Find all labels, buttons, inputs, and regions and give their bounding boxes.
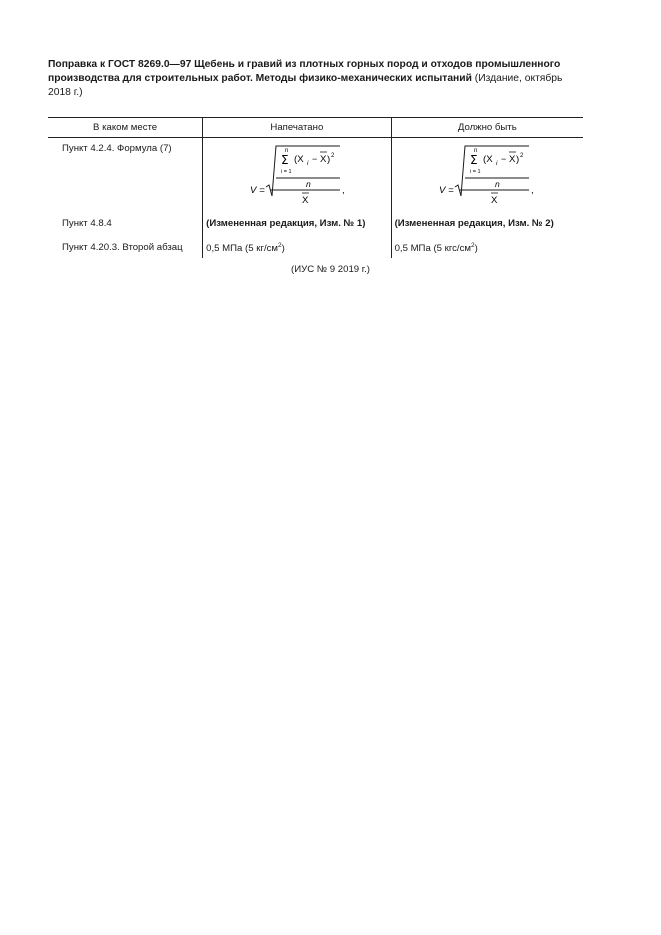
formula-upper: n — [473, 148, 477, 154]
table-header-row — [48, 118, 583, 138]
formula-sub: i — [495, 160, 498, 167]
printed-value: 0,5 МПа (5 кг/см — [206, 243, 278, 255]
formula-xbar: X — [508, 154, 515, 165]
cell-printed — [203, 237, 391, 258]
formula-den-xbar: X — [490, 195, 497, 206]
amendment-edition: (Издание, октябрь 2018 г.) — [48, 73, 563, 98]
formula-upper: n — [285, 148, 289, 154]
amendment-table — [48, 117, 583, 258]
formula-minus: − — [500, 154, 506, 164]
formula-term: (X — [482, 154, 493, 165]
formula-xbar: X — [320, 154, 327, 165]
formula-printed-svg — [206, 143, 386, 209]
ius-reference: (ИУС № 9 2019 г.) — [291, 264, 370, 275]
formula-comma: , — [342, 185, 345, 196]
cell-place: Пункт 4.20.3. Второй абзац — [62, 242, 183, 253]
amendment-title — [48, 58, 583, 100]
cell-printed: (Измененная редакция, Изм. № 1) — [203, 214, 391, 237]
column-header-correct: Должно быть — [391, 118, 583, 138]
table-row — [48, 214, 583, 237]
formula-minus: − — [312, 154, 318, 164]
formula-sum: Σ — [281, 153, 289, 167]
formula-rparen: ) — [327, 154, 331, 165]
formula-lower: i = 1 — [281, 169, 292, 175]
cell-correct: (Измененная редакция, Изм. № 2) — [391, 214, 583, 237]
formula-lhs: V = — [438, 185, 454, 196]
correct-close: ) — [474, 243, 478, 255]
cell-printed-formula — [203, 138, 391, 215]
table-row — [48, 138, 583, 215]
formula-den-n: n — [306, 179, 311, 189]
correct-value: 0,5 МПа (5 кгс/см — [394, 243, 471, 255]
table-row — [48, 237, 583, 258]
amendment-title-bold: Поправка к ГОСТ 8269.0—97 Щебень и гравий из плотных горных пород и отходов промышленного производства для строительных работ. Методы физико-механических испытаний — [48, 59, 561, 84]
formula-printed — [206, 143, 386, 209]
formula-den-n: n — [494, 179, 500, 189]
formula-correct — [395, 143, 575, 209]
cell-correct-formula — [391, 138, 583, 215]
formula-correct-svg — [395, 143, 575, 209]
formula-sub: i — [307, 160, 309, 167]
printed-close: ) — [281, 243, 285, 255]
formula-comma: , — [530, 185, 534, 196]
formula-den-xbar: X — [302, 195, 309, 206]
column-header-place: В каком месте — [48, 118, 203, 138]
cell-place: Пункт 4.2.4. Формула (7) — [62, 143, 172, 154]
correct-unit-power: 2 — [471, 242, 475, 249]
formula-power: 2 — [519, 153, 523, 159]
printed-unit-power: 2 — [278, 242, 282, 249]
column-header-printed: Напечатано — [203, 118, 391, 138]
cell-place: Пункт 4.8.4 — [62, 218, 112, 229]
formula-power: 2 — [331, 153, 335, 159]
formula-lhs: V = — [250, 185, 265, 196]
formula-sum: Σ — [469, 153, 478, 167]
formula-rparen: ) — [515, 154, 519, 165]
formula-lower: i = 1 — [469, 169, 481, 175]
formula-term: (X — [294, 154, 304, 165]
cell-correct — [391, 237, 583, 258]
